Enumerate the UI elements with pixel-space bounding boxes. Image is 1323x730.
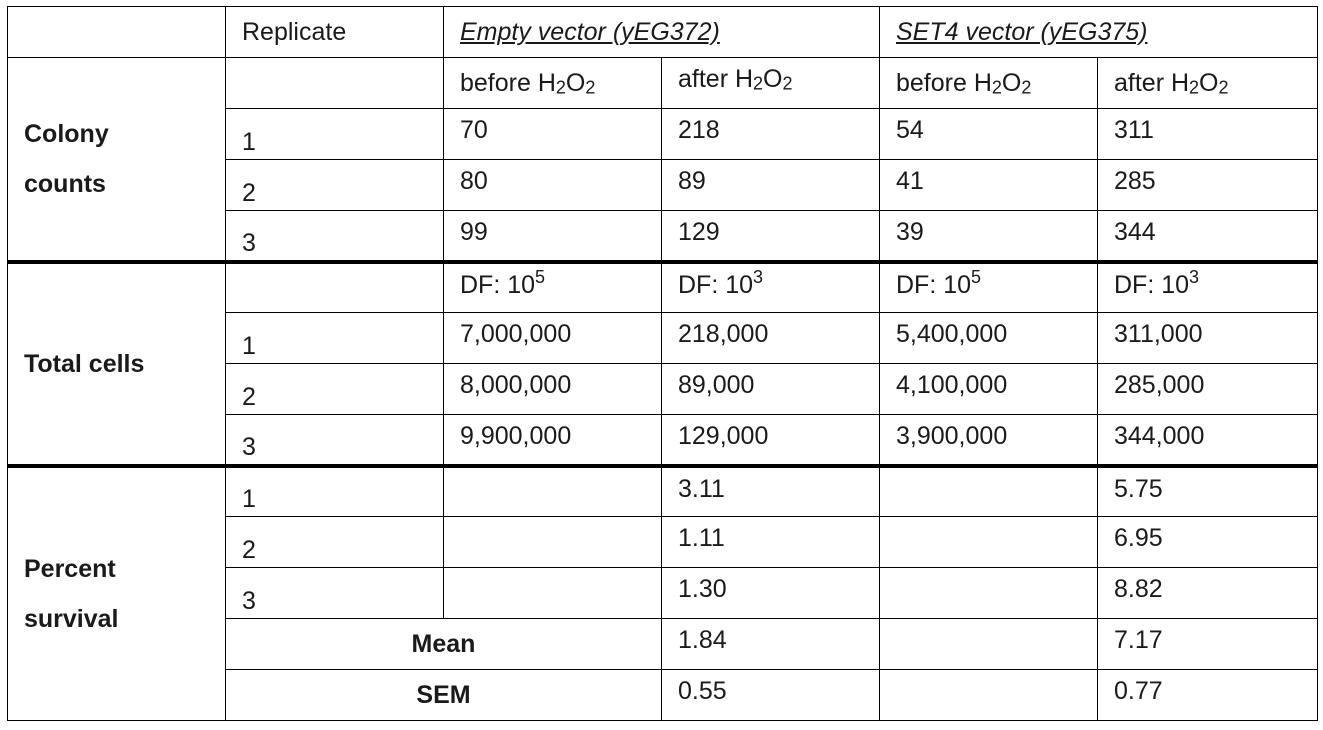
replicate-blank [226, 58, 444, 109]
data-cell: 1.30 [662, 568, 880, 619]
data-cell: 89,000 [662, 364, 880, 415]
empty-cell [444, 568, 662, 619]
empty-cell [880, 568, 1098, 619]
data-cell: 285,000 [1098, 364, 1318, 415]
data-cell: 80 [444, 160, 662, 211]
data-cell: 5,400,000 [880, 313, 1098, 364]
empty-cell [880, 466, 1098, 517]
set4-vector-header: SET4 vector (yEG375) [880, 7, 1318, 58]
sem-empty: 0.55 [662, 670, 880, 721]
data-cell: 5.75 [1098, 466, 1318, 517]
data-cell: 41 [880, 160, 1098, 211]
data-cell: 3.11 [662, 466, 880, 517]
data-cell: 3,900,000 [880, 415, 1098, 466]
percent-survival-label [8, 466, 226, 721]
data-cell: 344 [1098, 211, 1318, 262]
data-cell: 129 [662, 211, 880, 262]
data-cell: 218 [662, 109, 880, 160]
replicate-cell: 3 [226, 211, 444, 262]
dilution-factor-cell: DF: $10^5$ [880, 262, 1098, 313]
data-cell: 8.82 [1098, 568, 1318, 619]
dilution-factor-cell: DF: $10^3$ [1098, 262, 1318, 313]
empty-cell [880, 670, 1098, 721]
sem-set4: 0.77 [1098, 670, 1318, 721]
percent-label-line2: survival [24, 604, 119, 633]
colony-label-line1: Colony [24, 119, 109, 148]
data-cell: 311,000 [1098, 313, 1318, 364]
empty-cell [444, 466, 662, 517]
data-cell: 1.11 [662, 517, 880, 568]
data-cell: 218,000 [662, 313, 880, 364]
sem-label: SEM [226, 670, 662, 721]
empty-cell [880, 619, 1098, 670]
replicate-cell: 3 [226, 415, 444, 466]
replicate-cell: 1 [226, 109, 444, 160]
header-row [8, 7, 1318, 58]
table-row [8, 466, 1318, 517]
replicate-cell: 2 [226, 517, 444, 568]
total-cells-label: Total cells [8, 262, 226, 466]
data-cell: 99 [444, 211, 662, 262]
data-cell: 70 [444, 109, 662, 160]
after-h2o2-set4: after $H_2O_2$ [1098, 58, 1318, 109]
mean-label: Mean [226, 619, 662, 670]
replicate-blank [226, 262, 444, 313]
before-h2o2-empty: before $H_2O_2$ [444, 58, 662, 109]
data-cell: 9,900,000 [444, 415, 662, 466]
data-cell: 6.95 [1098, 517, 1318, 568]
data-cell: 54 [880, 109, 1098, 160]
colony-label-line2: counts [24, 169, 106, 198]
data-cell: 8,000,000 [444, 364, 662, 415]
empty-vector-header: Empty vector (yEG372) [444, 7, 880, 58]
data-cell: 39 [880, 211, 1098, 262]
empty-cell [880, 517, 1098, 568]
dilution-row [8, 262, 1318, 313]
data-cell: 89 [662, 160, 880, 211]
data-cell: 344,000 [1098, 415, 1318, 466]
condition-row [8, 58, 1318, 109]
replicate-cell: 1 [226, 313, 444, 364]
replicate-cell: 2 [226, 364, 444, 415]
empty-cell [444, 517, 662, 568]
data-cell: 129,000 [662, 415, 880, 466]
mean-set4: 7.17 [1098, 619, 1318, 670]
survival-data-table [7, 6, 1318, 721]
colony-counts-label [8, 58, 226, 262]
data-cell: 7,000,000 [444, 313, 662, 364]
mean-empty: 1.84 [662, 619, 880, 670]
replicate-cell: 3 [226, 568, 444, 619]
percent-label-line1: Percent [24, 554, 116, 583]
dilution-factor-cell: DF: $10^5$ [444, 262, 662, 313]
replicate-cell: 2 [226, 160, 444, 211]
after-h2o2-empty: after $H_2O_2$ [662, 58, 880, 109]
replicate-cell: 1 [226, 466, 444, 517]
corner-cell [8, 7, 226, 58]
data-cell: 4,100,000 [880, 364, 1098, 415]
data-cell: 311 [1098, 109, 1318, 160]
replicate-header: Replicate [226, 7, 444, 58]
dilution-factor-cell: DF: $10^3$ [662, 262, 880, 313]
data-cell: 285 [1098, 160, 1318, 211]
before-h2o2-set4: before $H_2O_2$ [880, 58, 1098, 109]
